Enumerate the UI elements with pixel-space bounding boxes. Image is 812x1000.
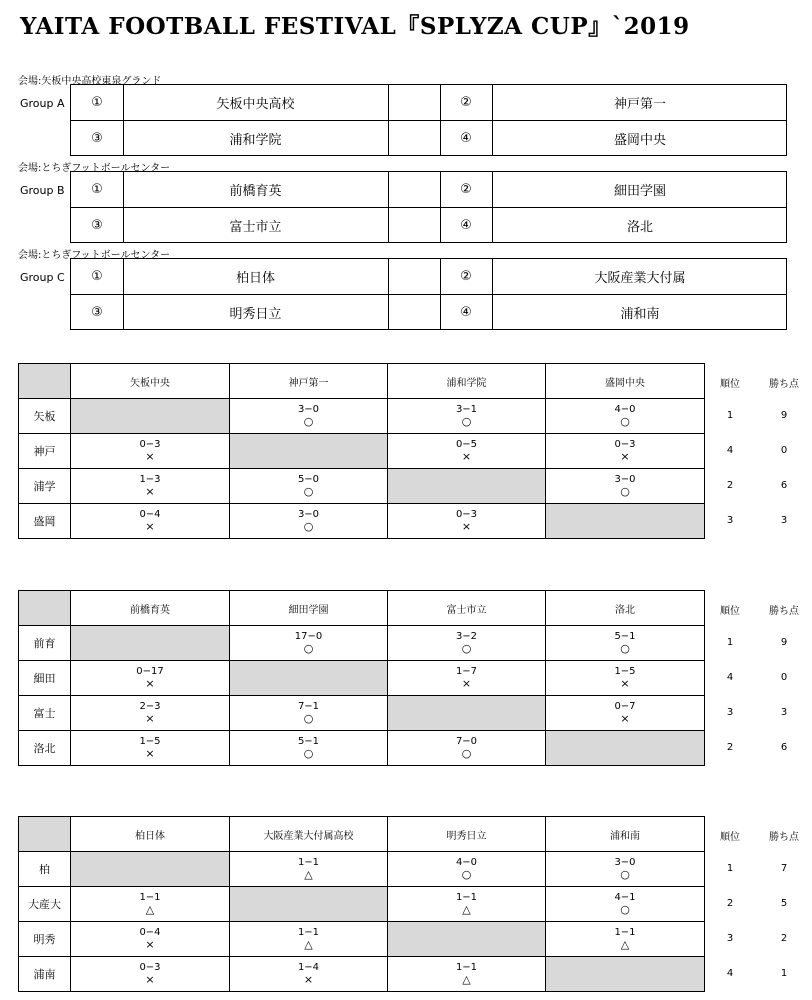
team-name: 盛岡中央 [613, 133, 666, 148]
match-score: 1−7 [455, 666, 478, 677]
match-outcome-mark: × [145, 973, 155, 986]
group-label: Group B [20, 184, 65, 197]
match-outcome-mark: ○ [461, 642, 472, 655]
self-match-cell [546, 957, 705, 992]
match-score: 1−4 [297, 962, 320, 973]
row-team-name: 富士 [19, 696, 71, 731]
match-outcome-mark: ○ [303, 642, 314, 655]
match-result-cell [230, 696, 388, 731]
team-number: ② [460, 269, 472, 284]
row-team-name: 盛岡 [19, 504, 71, 539]
match-outcome-mark: ○ [303, 485, 314, 498]
match-score: 3−2 [455, 631, 478, 642]
self-match-cell [230, 434, 388, 469]
team-number: ① [91, 182, 103, 197]
points-header: 勝ち点 [769, 832, 799, 843]
team-number: ③ [91, 218, 103, 233]
match-outcome-mark: × [461, 450, 472, 463]
match-outcome-mark: × [145, 938, 155, 951]
team-rank: 3 [726, 707, 734, 718]
team-name: 柏日体 [235, 271, 275, 286]
match-result-cell [388, 887, 546, 922]
team-number: ③ [91, 131, 103, 146]
match-result-cell [546, 696, 705, 731]
team-rank: 1 [726, 863, 734, 874]
team-points: 7 [780, 863, 788, 874]
match-score: 3−0 [614, 857, 636, 868]
points-header: 勝ち点 [769, 606, 799, 617]
team-rank: 4 [726, 672, 734, 683]
match-outcome-mark: △ [620, 938, 630, 951]
table-row [19, 922, 705, 957]
table-row [19, 887, 705, 922]
match-outcome-mark: ○ [620, 485, 630, 498]
match-score: 1−5 [614, 666, 636, 677]
table-row [19, 469, 705, 504]
match-score: 0−3 [614, 439, 636, 450]
match-result-cell [388, 957, 546, 992]
table-row [19, 661, 705, 696]
match-outcome-mark: ○ [620, 903, 630, 916]
match-score: 2−3 [139, 701, 161, 712]
match-score: 1−1 [614, 927, 636, 938]
match-outcome-mark: ○ [620, 642, 630, 655]
match-result-cell [230, 399, 388, 434]
match-outcome-mark: △ [304, 938, 313, 951]
table-row [19, 434, 705, 469]
team-rank: 2 [726, 898, 734, 909]
rank-header: 順位 [720, 832, 740, 843]
column-header: 盛岡中央 [546, 364, 705, 399]
column-header: 富士市立 [388, 591, 546, 626]
match-result-cell [71, 469, 230, 504]
match-outcome-mark: ○ [461, 868, 472, 881]
match-result-cell [388, 731, 546, 766]
team-points: 6 [780, 742, 788, 753]
venue-label: 会場:とちぎフットボールセンター [18, 163, 171, 174]
team-points: 5 [780, 898, 788, 909]
group-team-box [70, 258, 787, 330]
match-outcome-mark: △ [462, 903, 471, 916]
self-match-cell [71, 626, 230, 661]
group-team-box [70, 171, 787, 243]
team-rank: 1 [726, 637, 734, 648]
match-result-cell [388, 661, 546, 696]
table-row [19, 399, 705, 434]
match-score: 7−0 [455, 736, 478, 747]
row-team-name: 洛北 [19, 731, 71, 766]
match-outcome-mark: × [461, 677, 472, 690]
match-score: 4−0 [614, 404, 636, 415]
row-team-name: 柏 [19, 852, 71, 887]
team-name: 浦和南 [620, 307, 660, 322]
match-score: 1−1 [297, 927, 320, 938]
match-result-cell [546, 434, 705, 469]
match-outcome-mark: × [620, 677, 630, 690]
match-outcome-mark: ○ [461, 747, 472, 760]
match-result-cell [546, 399, 705, 434]
match-outcome-mark: △ [462, 973, 471, 986]
venue-label: 会場:矢板中央高校東泉グランド [18, 76, 162, 87]
match-outcome-mark: × [145, 747, 155, 760]
team-name: 神戸第一 [613, 97, 666, 112]
match-outcome-mark: × [145, 712, 155, 725]
column-header: 矢板中央 [71, 364, 230, 399]
match-result-cell [71, 731, 230, 766]
row-team-name: 大産大 [19, 887, 71, 922]
match-score: 0−4 [139, 927, 161, 938]
match-result-cell [546, 922, 705, 957]
match-outcome-mark: × [620, 712, 630, 725]
team-number: ④ [460, 305, 472, 320]
team-rank: 2 [726, 480, 734, 491]
match-outcome-mark: × [145, 485, 155, 498]
self-match-cell [230, 887, 388, 922]
match-score: 3−0 [614, 474, 636, 485]
match-score: 0−17 [136, 666, 164, 677]
team-name: 大阪産業大付属 [594, 271, 686, 286]
match-result-cell [230, 957, 388, 992]
match-result-cell [71, 887, 230, 922]
team-name: 明秀日立 [229, 307, 282, 322]
team-rank: 3 [726, 933, 734, 944]
match-result-cell [388, 626, 546, 661]
match-outcome-mark: ○ [303, 415, 314, 428]
match-score: 17−0 [294, 631, 323, 642]
match-score: 3−0 [297, 509, 320, 520]
team-rank: 1 [726, 410, 734, 421]
team-number: ③ [91, 305, 103, 320]
team-name: 矢板中央高校 [216, 97, 295, 112]
team-number: ④ [460, 131, 472, 146]
group-team-box [70, 84, 787, 156]
team-points: 1 [780, 968, 788, 979]
match-result-cell [71, 504, 230, 539]
group-label: Group A [20, 97, 65, 110]
match-result-cell [388, 434, 546, 469]
row-team-name: 神戸 [19, 434, 71, 469]
team-number: ④ [460, 218, 472, 233]
match-result-cell [230, 922, 388, 957]
team-number: ① [91, 95, 103, 110]
match-score: 0−7 [614, 701, 636, 712]
match-result-cell [546, 626, 705, 661]
match-result-cell [230, 626, 388, 661]
team-points: 0 [780, 445, 788, 456]
match-outcome-mark: × [303, 973, 314, 986]
match-outcome-mark: ○ [620, 415, 630, 428]
match-result-cell [546, 469, 705, 504]
match-score: 0−5 [455, 439, 478, 450]
team-points: 2 [780, 933, 788, 944]
match-result-cell [71, 957, 230, 992]
group-label: Group C [20, 271, 65, 284]
match-score: 1−3 [139, 474, 161, 485]
self-match-cell [388, 696, 546, 731]
match-score: 5−1 [297, 736, 320, 747]
team-rank: 4 [726, 968, 734, 979]
self-match-cell [230, 661, 388, 696]
match-score: 0−3 [139, 439, 161, 450]
row-team-name: 浦南 [19, 957, 71, 992]
match-score: 5−0 [297, 474, 320, 485]
rank-header: 順位 [720, 606, 740, 617]
rank-header: 順位 [720, 379, 740, 390]
table-row [19, 852, 705, 887]
column-header: 細田学園 [230, 591, 388, 626]
match-outcome-mark: ○ [461, 415, 472, 428]
team-name: 前橋育英 [229, 184, 282, 199]
match-score: 1−1 [455, 962, 478, 973]
corner-cell [19, 591, 71, 626]
team-points: 3 [780, 515, 788, 526]
match-score: 0−3 [455, 509, 478, 520]
match-result-cell [71, 922, 230, 957]
match-score: 5−1 [614, 631, 636, 642]
team-points: 9 [780, 637, 788, 648]
column-header: 浦和学院 [388, 364, 546, 399]
team-points: 0 [780, 672, 788, 683]
row-team-name: 矢板 [19, 399, 71, 434]
match-result-cell [230, 504, 388, 539]
table-row [19, 957, 705, 992]
match-score: 1−1 [455, 892, 478, 903]
match-score: 7−1 [297, 701, 320, 712]
venue-label: 会場:とちぎフットボールセンター [18, 250, 171, 261]
match-result-cell [546, 887, 705, 922]
match-score: 1−5 [139, 736, 161, 747]
match-result-cell [230, 469, 388, 504]
column-header: 大阪産業大付属高校 [230, 817, 388, 852]
match-outcome-mark: × [145, 677, 155, 690]
result-table [18, 363, 705, 539]
match-result-cell [230, 852, 388, 887]
match-score: 1−1 [139, 892, 161, 903]
team-name: 細田学園 [613, 184, 666, 199]
team-name: 洛北 [626, 220, 653, 235]
page-title: YAITA FOOTBALL FESTIVAL『SPLYZA CUP』`2019 [20, 13, 690, 40]
column-header: 明秀日立 [388, 817, 546, 852]
column-header: 前橋育英 [71, 591, 230, 626]
match-outcome-mark: ○ [303, 747, 314, 760]
match-score: 4−1 [614, 892, 636, 903]
match-score: 0−3 [139, 962, 161, 973]
corner-cell [19, 817, 71, 852]
match-score: 4−0 [455, 857, 478, 868]
self-match-cell [71, 852, 230, 887]
match-result-cell [230, 731, 388, 766]
self-match-cell [388, 469, 546, 504]
self-match-cell [546, 504, 705, 539]
column-header: 浦和南 [546, 817, 705, 852]
column-header: 柏日体 [71, 817, 230, 852]
team-number: ② [460, 95, 472, 110]
match-result-cell [71, 434, 230, 469]
team-rank: 3 [726, 515, 734, 526]
points-header: 勝ち点 [769, 379, 799, 390]
column-header: 洛北 [546, 591, 705, 626]
match-result-cell [546, 661, 705, 696]
team-points: 9 [780, 410, 788, 421]
table-row [19, 504, 705, 539]
result-table [18, 590, 705, 766]
match-outcome-mark: ○ [620, 868, 630, 881]
table-row [19, 626, 705, 661]
result-table [18, 816, 705, 992]
match-score: 0−4 [139, 509, 161, 520]
table-row [19, 696, 705, 731]
match-result-cell [71, 696, 230, 731]
row-team-name: 浦学 [19, 469, 71, 504]
team-number: ① [91, 269, 103, 284]
table-row [19, 731, 705, 766]
team-points: 6 [780, 480, 788, 491]
match-outcome-mark: △ [304, 868, 313, 881]
corner-cell [19, 364, 71, 399]
row-team-name: 前育 [19, 626, 71, 661]
self-match-cell [71, 399, 230, 434]
match-outcome-mark: × [461, 520, 472, 533]
team-rank: 2 [726, 742, 734, 753]
match-result-cell [388, 852, 546, 887]
match-outcome-mark: △ [145, 903, 155, 916]
row-team-name: 細田 [19, 661, 71, 696]
match-result-cell [388, 504, 546, 539]
match-score: 3−0 [297, 404, 320, 415]
team-points: 3 [780, 707, 788, 718]
match-score: 3−1 [455, 404, 478, 415]
team-number: ② [460, 182, 472, 197]
row-team-name: 明秀 [19, 922, 71, 957]
team-rank: 4 [726, 445, 734, 456]
match-score: 1−1 [297, 857, 320, 868]
match-outcome-mark: × [145, 520, 155, 533]
match-outcome-mark: × [620, 450, 630, 463]
match-result-cell [388, 399, 546, 434]
team-name: 浦和学院 [229, 133, 282, 148]
match-result-cell [71, 661, 230, 696]
self-match-cell [388, 922, 546, 957]
column-header: 神戸第一 [230, 364, 388, 399]
match-outcome-mark: ○ [303, 712, 314, 725]
match-outcome-mark: ○ [303, 520, 314, 533]
team-name: 富士市立 [229, 220, 282, 235]
match-result-cell [546, 852, 705, 887]
self-match-cell [546, 731, 705, 766]
match-outcome-mark: × [145, 450, 155, 463]
